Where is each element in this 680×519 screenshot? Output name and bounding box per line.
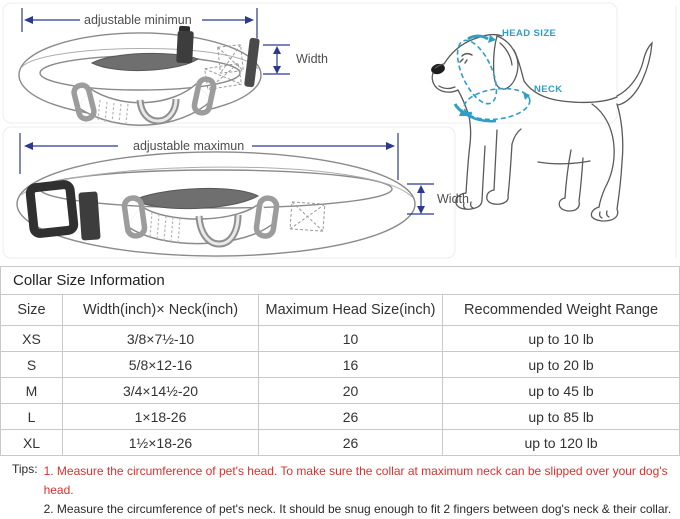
- size-cell: M: [1, 378, 63, 404]
- size-column-header: Size: [1, 295, 63, 326]
- collar-minimum-drawing: [19, 26, 261, 123]
- size-cell: L: [1, 404, 63, 430]
- head-size-cell: 26: [259, 404, 443, 430]
- width-neck-column-header: Width(inch)× Neck(inch): [63, 295, 259, 326]
- table-row-xs: [1, 326, 680, 352]
- weight-cell: up to 85 lb: [443, 404, 680, 430]
- tips-lines: [44, 459, 679, 519]
- table-row-m: [1, 378, 680, 404]
- table-title: Collar Size Information: [1, 267, 680, 295]
- head-size-label: HEAD SIZE: [502, 28, 557, 39]
- size-cell: S: [1, 352, 63, 378]
- measurement-overlays: [449, 35, 531, 123]
- tip-2: 2. Measure the circumference of pet's neck. It should be snug enough to fit 2 fingers between dog's neck & their collar.: [43, 502, 672, 516]
- collar-maximum-drawing: [17, 152, 415, 256]
- weight-cell: up to 10 lb: [443, 326, 680, 352]
- head-size-cell: 20: [259, 378, 443, 404]
- head-size-column-header: Maximum Head Size(inch): [259, 295, 443, 326]
- tips-section: [0, 459, 679, 519]
- table-row-xl: [1, 430, 680, 456]
- width-neck-cell: 1×18-26: [63, 404, 259, 430]
- width-label-max: Width: [437, 192, 469, 206]
- table-title-row: [1, 267, 680, 295]
- weight-cell: up to 45 lb: [443, 378, 680, 404]
- neck-label: NECK: [534, 84, 563, 95]
- size-cell: XL: [1, 430, 63, 456]
- width-neck-cell: 5/8×12-16: [63, 352, 259, 378]
- head-size-cell: 26: [259, 430, 443, 456]
- head-size-cell: 10: [259, 326, 443, 352]
- tip-1: 1. Measure the circumference of pet's head. To make sure the collar at maximum neck can be slipped over your dog's head.: [43, 464, 668, 497]
- size-cell: XS: [1, 326, 63, 352]
- table-row-s: [1, 352, 680, 378]
- weight-column-header: Recommended Weight Range: [443, 295, 680, 326]
- weight-cell: up to 120 lb: [443, 430, 680, 456]
- collar-size-table: [0, 266, 680, 456]
- width-neck-cell: 3/8×7½-10: [63, 326, 259, 352]
- width-label-min: Width: [296, 52, 328, 66]
- tips-label: Tips:: [12, 462, 38, 476]
- table-header-row: [1, 295, 680, 326]
- width-neck-cell: 3/4×14½-20: [63, 378, 259, 404]
- head-size-cell: 16: [259, 352, 443, 378]
- adjustable-maximum-label: adjustable maximun: [133, 139, 245, 153]
- adjustable-minimum-label: adjustable minimun: [84, 13, 192, 27]
- table-row-l: [1, 404, 680, 430]
- width-neck-cell: 1½×18-26: [63, 430, 259, 456]
- weight-cell: up to 20 lb: [443, 352, 680, 378]
